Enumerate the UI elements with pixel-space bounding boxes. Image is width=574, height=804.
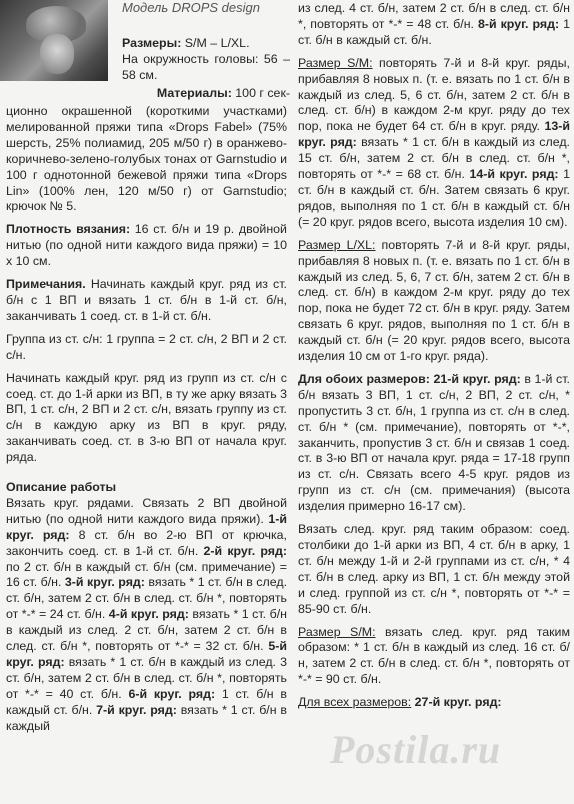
notes-p2: Группа из ст. с/н: 1 группа = 2 ст. с/н, 2 ВП и 2 ст. с/н. xyxy=(6,331,287,362)
head-size: На окружность головы: 56 – 58 см. xyxy=(122,51,290,82)
notes-p3: Начинать каждый круг. ряд из групп из ст. с/н с соед. ст. до 1-й арки из ВП, в ту же арку вязать 3 ВП, 1 ст. с/н, 2 ВП и 2 ст. с/н, вязать группу из ст. с/н в каждую арку из ВП в круг. ряду, заканчивать соед. ст. в 3-ю ВП от начала круг. ряда. xyxy=(6,370,287,465)
sizes-label: Размеры: xyxy=(122,36,182,50)
face-shape xyxy=(40,34,74,74)
work-text: Вязать круг. рядами. Связать 2 ВП двойной нитью (по одной нити каждого вида пряжи). 1-й круг. ряд: 8 ст. б/н во 2-ю ВП от крючка, закончить соед. ст. в 1-й ст. б/н. 2-й круг. ряд: по 2 ст. б/н в каждый ст. б/н (см. примечание) = 16 ст. б/н. 3-й круг. ряд: вязать * 1 ст. б/н в след. ст. б/н, затем 2 ст. б/н в след. ст. б/н *, повторять от *-* = 24 ст. б/н. 4-й круг. ряд: вязать * 1 ст. б/н в каждый из след. 2 ст. б/н, затем 2 ст. б/н в след. ст. б/н *, повторять от *-* = 32 ст. б/н. 5-й круг. ряд: вязать * 1 ст. б/н в каждый из след. 3 ст. б/н, затем 2 ст. б/н в след. ст. б/н *, повторять от *-* = 40 ст. б/н. 6-й круг. ряд: 1 ст. б/н в каждый ст. б/н. 7-й круг. ряд: вязать * 1 ст. б/н в каждый xyxy=(6,495,288,733)
materials-head xyxy=(122,86,290,102)
materials-label: Материалы: xyxy=(156,86,232,100)
gauge-text: 16 ст. б/н и 19 р. двойной нитью (по одной нити каждого вида пряжи) = 10 x 10 см. xyxy=(6,222,287,269)
materials-first: 100 г сек- xyxy=(231,86,290,100)
right-cont: из след. 4 ст. б/н, затем 2 ст. б/н в след. ст. б/н *, повторять от *-* = 48 ст. б/н. 8-й круг. ряд: 1 ст. б/н в каждый ст. б/н. xyxy=(298,1,570,47)
next-row-block: Вязать след. круг. ряд таким образом: соед. столбики до 1-й арки из ВП, 4 ст. б/н в арку, 1 ст. б/н между 1-й и 2-й группами из ст. с/н, * 4 ст. б/н в след. арку из ВП, 1 ст. б/н между этой и след. группой из ст. с/н *, повторять от *-* = 85-90 ст. б/н. xyxy=(298,522,570,616)
size-sm2-block: Размер S/M: вязать след. круг. ряд таким образом: * 1 ст. б/н в каждый из след. 16 ст. б/н, затем 2 ст. б/н в след. ст. б/н *, повторять от *-* = 90 ст. б/н. xyxy=(298,624,570,687)
watermark-logo: Postila.ru xyxy=(330,727,502,772)
both-sizes-block: Для обоих размеров: 21-й круг. ряд: в 1-й ст. б/н вязать 3 ВП, 1 ст. с/н, 2 ВП, 2 ст. с/н, * пропустить 3 ст. б/н, 1 группа из ст. с/н в след. ст. б/н * (см. примечание), повторять от *-*, заканчить, пропустив 3 ст. б/н и связав 1 соед. ст. в 3-ю ВП от начала круг. ряда = 17-18 групп из ст. с/н. Связать всего 4-5 круг. рядов из групп из ст. с/н (см. примечания) (высота изделия примерно 16-17 см). xyxy=(298,371,570,514)
materials-text: ционно окрашенной (короткими участками) мелированной пряжи типа «Drops Fabel» (75% шерсть, 25% полиамид, 205 м/50 г) в оранжево-коричнево-зелено-голубых тонах от Garnstudio и 100 г однотонной бежевой пряжи типа «Drops Lin» (100% лен, 120 м/50 г) от Garnstudio; крючок № 5. xyxy=(6,104,287,214)
all-sizes-block: Для всех размеров: 27-й круг. ряд: xyxy=(298,695,502,710)
right-column xyxy=(298,1,570,711)
sizes-value: S/M – L/XL. xyxy=(181,36,250,50)
sizes-block xyxy=(122,36,290,84)
model-caption: Модель DROPS design xyxy=(122,0,260,15)
work-title: Описание работы xyxy=(6,480,117,495)
notes-label: Примечания. xyxy=(6,277,86,292)
size-sm-block: Размер S/M: повторять 7-й и 8-й круг. ряды, прибавляя 8 новых п. (т. е. вязать по 1 ст. б/н в каждый из след. 5, 6 ст. б/н, затем 2 ст. б/н в след. ст. б/н) в каждом 2-м круг. ряду до тех пор, пока не будет 64 ст. б/н в круг. ряду. 13-й круг. ряд: вязать * 1 ст. б/н в каждый из след. 15 ст. б/н, затем 2 ст. б/н в след. ст. б/н *, повторять от *-* = 68 ст. б/н. 14-й круг. ряд: 1 ст. б/н в каждый ст. б/н. Затем связать 6 круг. рядов, выполняя по 1 ст. б/н в каждый ст. б/н (= 20 круг. рядов всего, высота изделия 10 см). xyxy=(298,55,571,229)
gauge-label: Плотность вязания: xyxy=(6,222,131,237)
size-lxl-block: Размер L/XL: повторять 7-й и 8-й круг. ряды, прибавляя 8 новых п. (т. е. вязать по 1 ст. б/н в каждый из след. 5, 6, 7 ст. б/н, затем 2 ст. б/н в след. ст. б/н) в каждом 2-м круг. ряду до тех пор, пока не будет 72 ст. б/н в круг. ряду. Затем связать 6 круг. рядов, выполняя по 1 ст. б/н в каждый ст. б/н (= 20 круг. рядов всего, высота изделия 10 см от 1-го круг. ряда). xyxy=(298,237,570,364)
notes-p1: Начинать каждый круг. ряд из ст. б/н с 1 ВП и вязать 1 ст. б/н в 1-й ст. б/н, заканчивать 1 соед. ст. в 1-й ст. б/н. xyxy=(6,277,287,323)
hat-model-photo xyxy=(0,0,108,81)
left-flow xyxy=(6,104,287,735)
